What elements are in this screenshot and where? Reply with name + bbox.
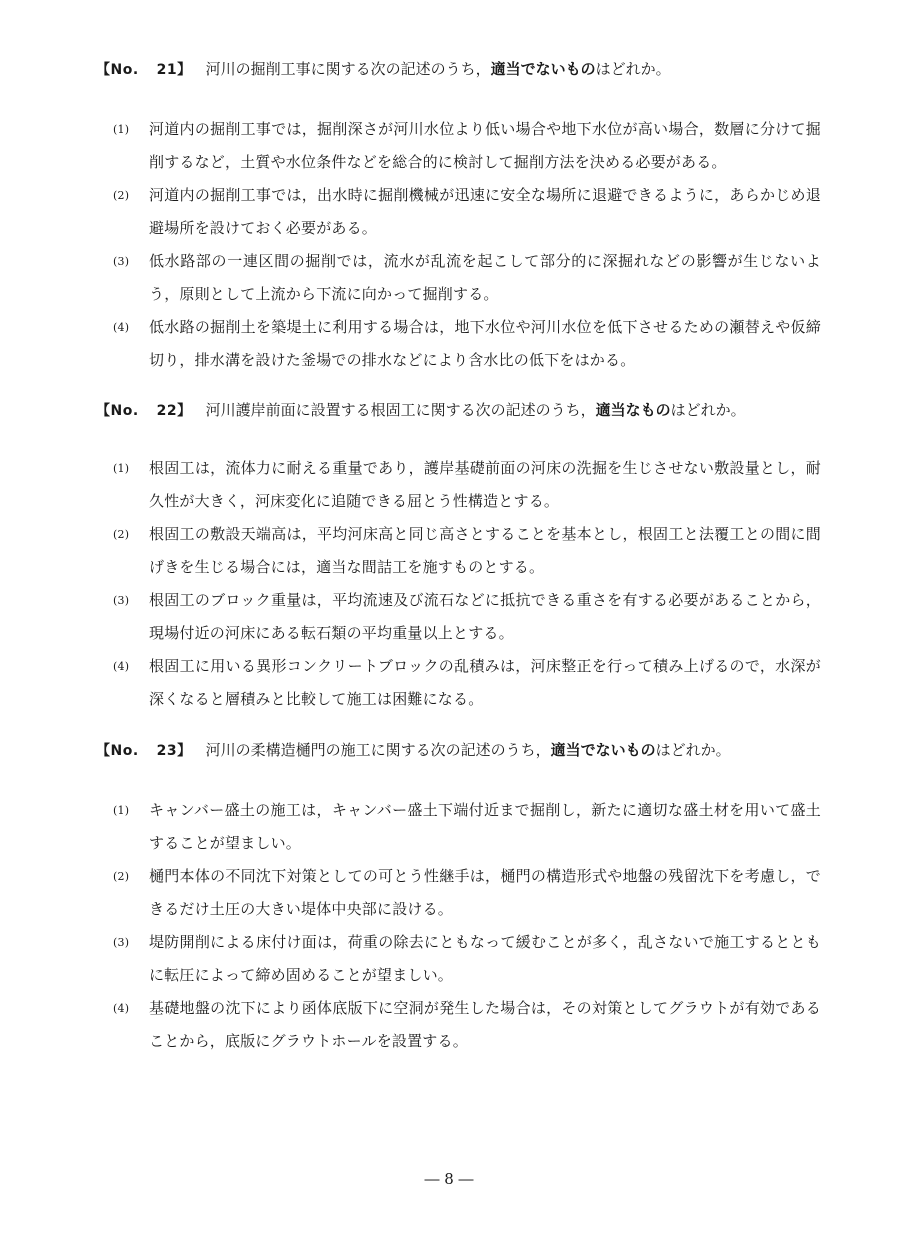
answer-options — [113, 113, 821, 377]
answer-option-3: (3) 低水路部の一連区間の掘削では，流水が乱流を起こして部分的に深掘れなどの影響が生じないよう，原則として上流から下流に向かって掘削する。 — [113, 252, 821, 303]
question-header — [96, 739, 816, 762]
question-number: 【No. 21】 — [96, 62, 192, 78]
question-22 — [96, 399, 821, 708]
question-stem: 河川護岸前面に設置する根固工に関する次の記述のうち，適当なものはどれか。 — [205, 401, 746, 419]
question-header — [96, 399, 816, 422]
emphasis-text: 適当でないもの — [550, 741, 656, 759]
answer-option-1: (1) キャンバー盛土の施工は，キャンバー盛土下端付近まで掘削し，新たに適切な盛土材を用いて盛土することが望ましい。 — [113, 801, 821, 852]
answer-option-2: (2) 河道内の掘削工事では，出水時に掘削機械が迅速に安全な場所に退避できるように，あらかじめ退避場所を設けておく必要がある。 — [113, 186, 821, 237]
question-number: 【No. 22】 — [96, 403, 192, 419]
answer-option-2: (2) 樋門本体の不同沈下対策としての可とう性継手は，樋門の構造形式や地盤の残留沈下を考慮し，できるだけ土圧の大きい堤体中央部に設ける。 — [113, 867, 821, 918]
emphasis-text: 適当でないもの — [490, 60, 596, 78]
answer-option-1: (1) 根固工は，流体力に耐える重量であり，護岸基礎前面の河床の洗掘を生じさせない敷設量とし，耐久性が大きく，河床変化に追随できる屈とう性構造とする。 — [113, 459, 821, 510]
answer-option-4: (4) 低水路の掘削土を築堤土に利用する場合は，地下水位や河川水位を低下させるための瀬替えや仮締切り，排水溝を設けた釜場での排水などにより含水比の低下をはかる。 — [113, 318, 821, 369]
answer-options — [113, 452, 821, 716]
question-23 — [96, 739, 821, 1050]
question-stem: 河川の柔構造樋門の施工に関する次の記述のうち，適当でないものはどれか。 — [205, 741, 731, 759]
answer-option-2: (2) 根固工の敷設天端高は，平均河床高と同じ高さとすることを基本とし，根固工と法覆工との間に間げきを生じる場合には，適当な間詰工を施すものとする。 — [113, 525, 821, 576]
answer-option-4: (4) 基礎地盤の沈下により函体底版下に空洞が発生した場合は，その対策としてグラウトが有効であることから，底版にグラウトホールを設置する。 — [113, 999, 821, 1050]
page-number: ― 8 ― — [424, 1170, 474, 1188]
question-header — [96, 58, 816, 81]
answer-option-3: (3) 根固工のブロック重量は，平均流速及び流石などに抵抗できる重さを有する必要があることから，現場付近の河床にある転石類の平均重量以上とする。 — [113, 591, 821, 642]
answer-option-4: (4) 根固工に用いる異形コンクリートブロックの乱積みは，河床整正を行って積み上げるので，水深が深くなると層積みと比較して施工は困難になる。 — [113, 657, 821, 708]
question-number: 【No. 23】 — [96, 743, 192, 759]
question-stem: 河川の掘削工事に関する次の記述のうち，適当でないものはどれか。 — [205, 60, 671, 78]
question-21 — [96, 58, 821, 369]
answer-options — [113, 794, 821, 1058]
emphasis-text: 適当なもの — [595, 401, 671, 419]
answer-option-1: (1) 河道内の掘削工事では，掘削深さが河川水位より低い場合や地下水位が高い場合，数層に分けて掘削するなど，土質や水位条件などを総合的に検討して掘削方法を決める必要がある。 — [113, 120, 821, 171]
answer-option-3: (3) 堤防開削による床付け面は，荷重の除去にともなって緩むことが多く，乱さないで施工するとともに転圧によって締め固めることが望ましい。 — [113, 933, 821, 984]
